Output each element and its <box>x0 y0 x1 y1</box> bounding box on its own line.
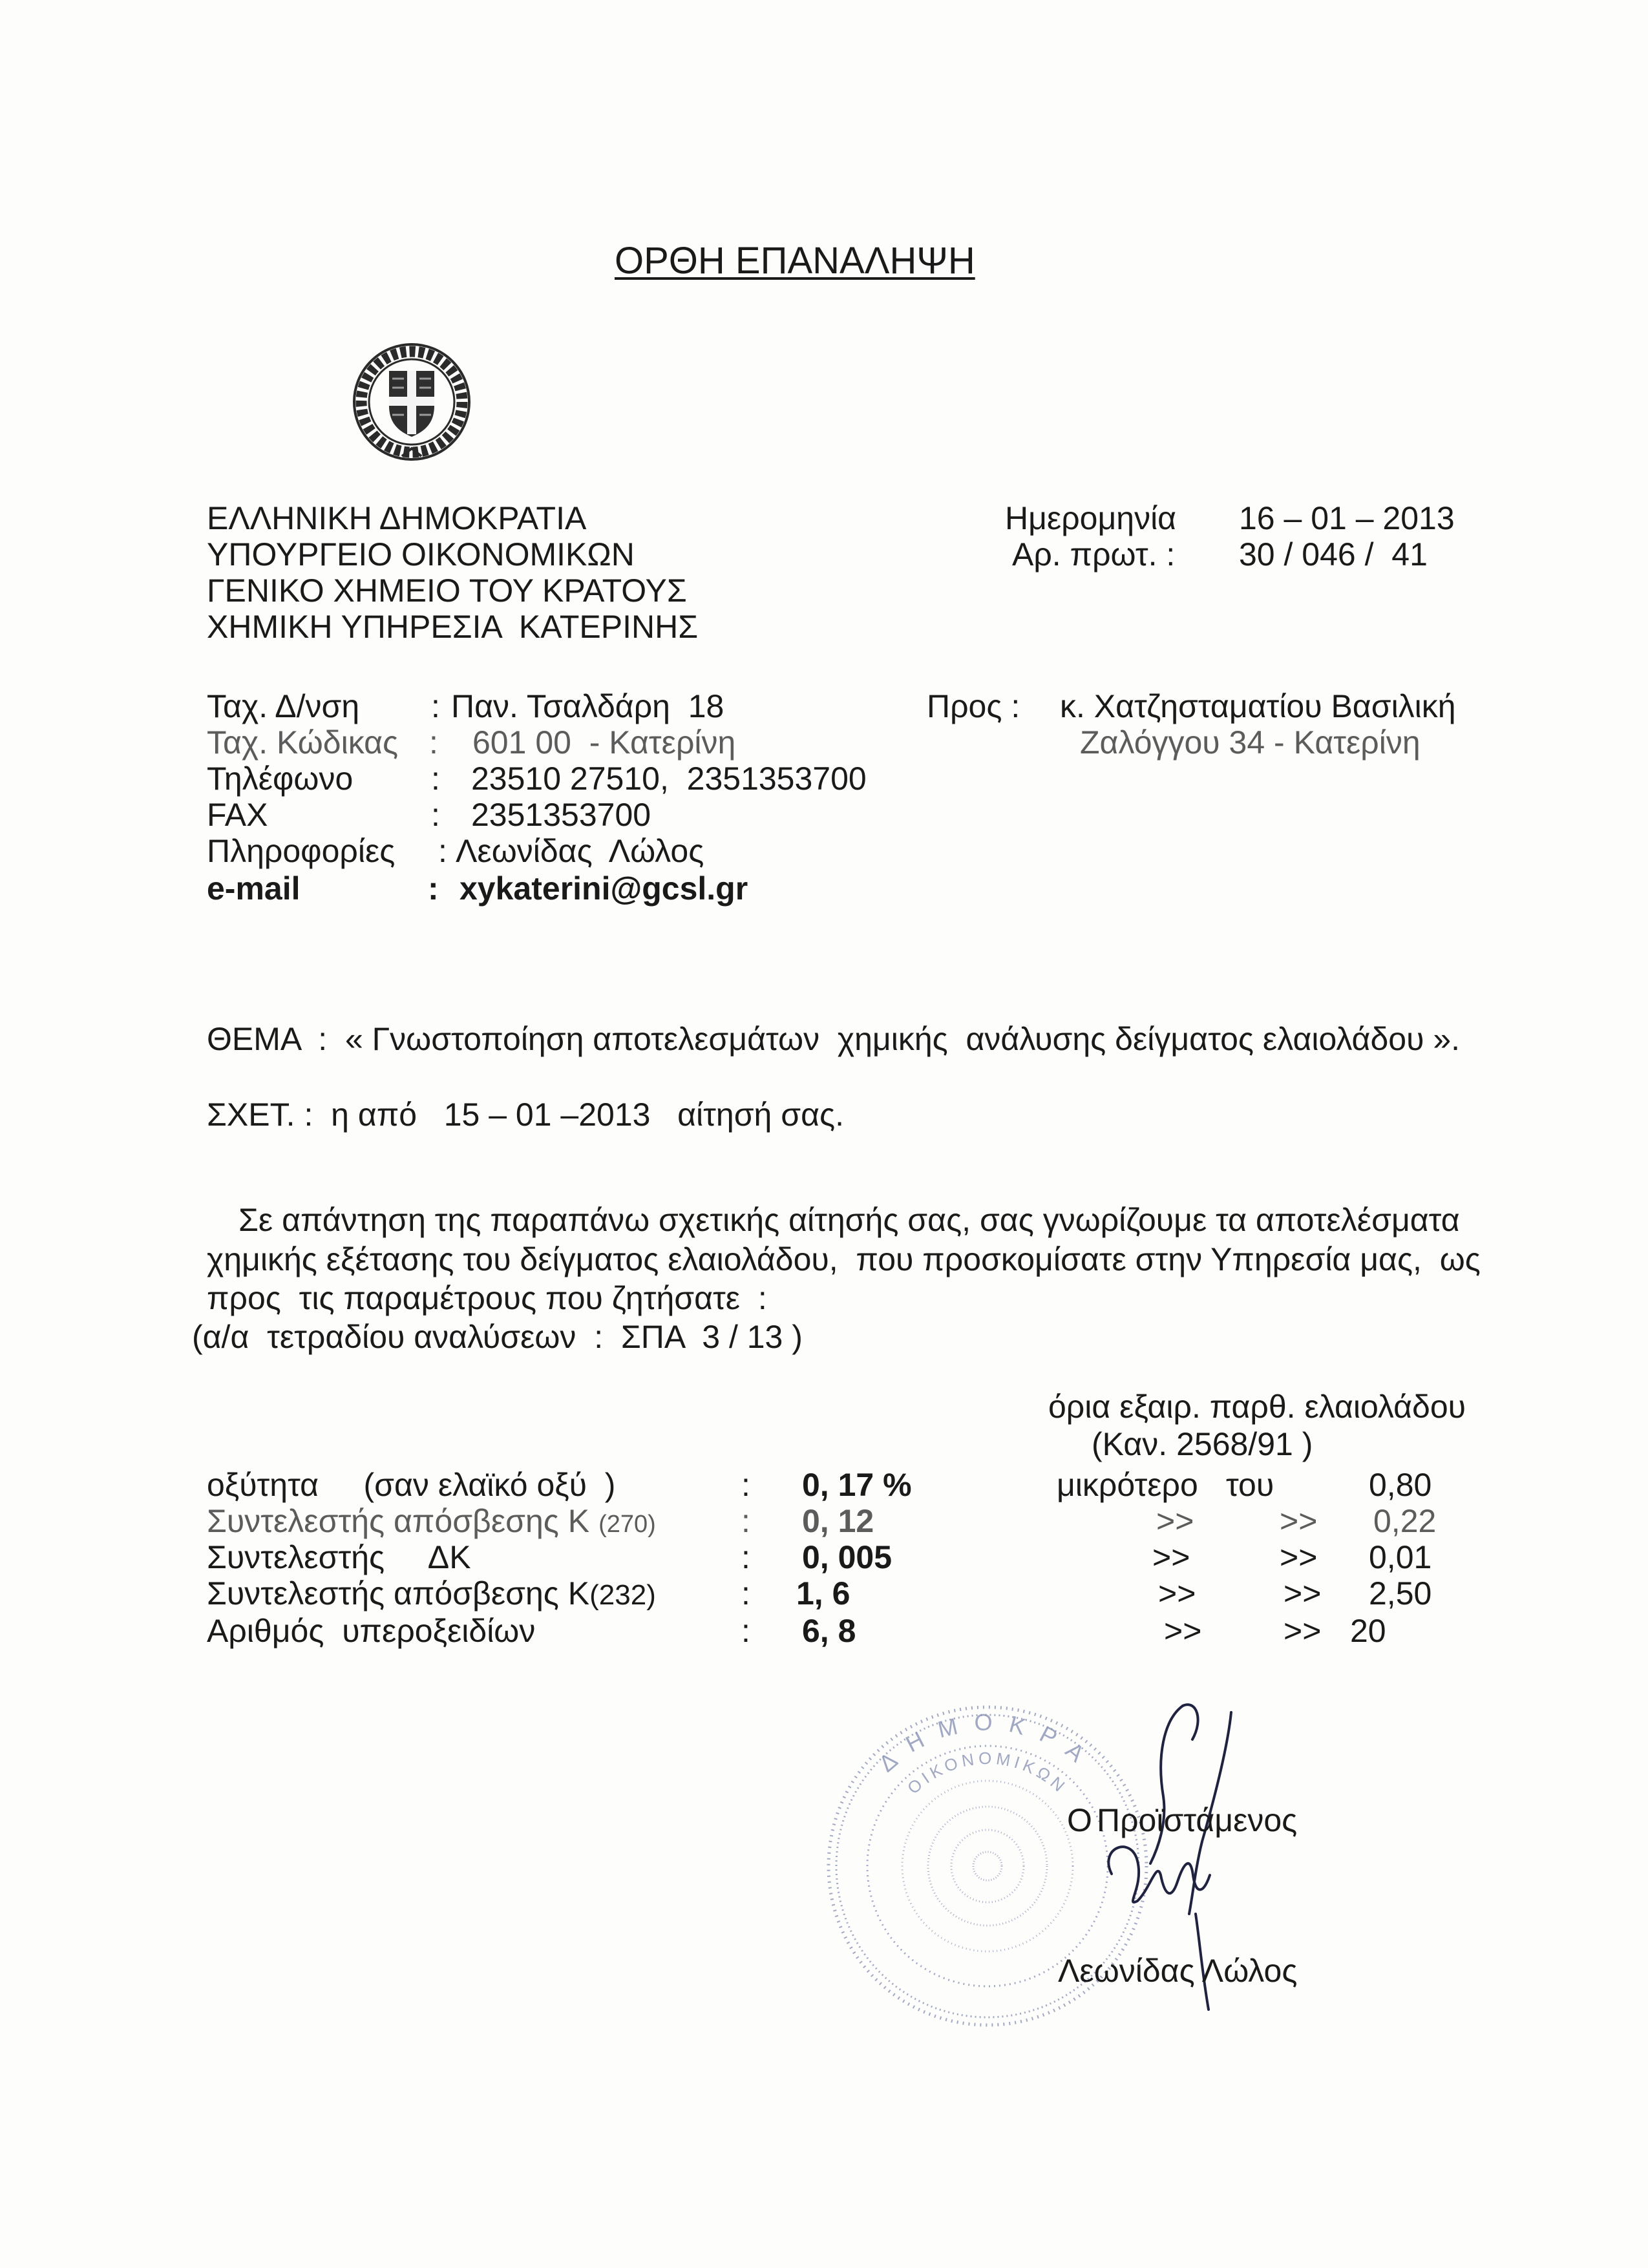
separator: : <box>741 1539 750 1575</box>
contact-separator: : <box>431 688 440 724</box>
limit-relation: >> <box>1280 1503 1318 1539</box>
limits-regulation: (Καν. 2568/91 ) <box>1092 1426 1313 1462</box>
limit-operator: >> <box>1158 1575 1196 1612</box>
parameter-name: οξύτητα (σαν ελαϊκό οξύ ) <box>207 1467 616 1503</box>
recipient-label: Προς : <box>927 688 1020 724</box>
separator: : <box>741 1467 750 1503</box>
stamp-center-emblem <box>973 1852 1002 1880</box>
contact-label: e-mail <box>207 870 301 907</box>
limit-value: 0,01 <box>1369 1539 1432 1575</box>
separator: : <box>741 1503 750 1539</box>
limit-value: 0,80 <box>1369 1467 1432 1503</box>
contact-value: Λεωνίδας Λώλος <box>456 833 704 869</box>
contact-label: Πληροφορίες <box>207 833 396 869</box>
contact-value: Παν. Τσαλδάρη 18 <box>451 688 724 724</box>
shield-hatching <box>392 379 431 415</box>
contact-label: FAX <box>207 797 268 833</box>
contact-separator: : <box>431 797 440 833</box>
table-row <box>0 1538 1648 1576</box>
limit-operator: μικρότερο <box>1057 1467 1198 1503</box>
wreath-inner-ring <box>369 359 454 445</box>
result-value: 0, 17 % <box>802 1467 912 1503</box>
result-value: 0, 005 <box>802 1539 893 1575</box>
stamp-inner-text: ΟΙΚΟΝΟΜΙΚΩΝ <box>903 1748 1072 1798</box>
table-row <box>0 1575 1648 1612</box>
sender-line: ΧΗΜΙΚΗ ΥΠΗΡΕΣΙΑ ΚΑΤΕΡΙΝΗΣ <box>207 609 699 645</box>
sender-line: ΕΛΛΗΝΙΚΗ ΔΗΜΟΚΡΑΤΙΑ <box>207 500 587 536</box>
wreath-ribbon <box>402 448 421 456</box>
result-value: 0, 12 <box>802 1503 874 1539</box>
greek-coat-of-arms-icon <box>354 344 469 459</box>
contact-separator: : <box>438 833 447 869</box>
wreath-outer-ring <box>354 344 469 459</box>
sender-line: ΓΕΝΙΚΟ ΧΗΜΕΙΟ ΤΟΥ ΚΡΑΤΟΥΣ <box>207 572 687 609</box>
contact-value: 23510 27510, 2351353700 <box>471 761 867 797</box>
limit-value: 0,22 <box>1373 1503 1437 1539</box>
stamp-center-emblem <box>951 1830 1024 1902</box>
shield-cross-horizontal <box>389 397 434 406</box>
contact-value-email: xykaterini@gcsl.gr <box>460 870 748 907</box>
limit-value: 2,50 <box>1369 1575 1432 1612</box>
body-line: προς τις παραμέτρους που ζητήσατε : <box>207 1280 767 1316</box>
result-value: 1, 6 <box>796 1575 850 1612</box>
limit-relation: του <box>1226 1467 1274 1503</box>
separator: : <box>741 1575 750 1612</box>
contact-row-info <box>0 832 1648 870</box>
separator: : <box>741 1613 750 1649</box>
contact-row-fax <box>0 796 1648 834</box>
document-title: ΟΡΘΗ ΕΠΑΝΑΛΗΨΗ <box>615 240 975 282</box>
body-line: χημικής εξέτασης του δείγματος ελαιολάδου, που προσκομίσατε στην Υπηρεσία μας, ως <box>207 1241 1481 1277</box>
contact-separator: : <box>429 724 438 761</box>
protocol-value: 30 / 046 / 41 <box>1239 536 1428 572</box>
recipient-name: κ. Χατζησταματίου Βασιλική <box>1060 688 1456 724</box>
contact-value: 2351353700 <box>471 797 651 833</box>
table-row <box>0 1466 1648 1504</box>
contact-row-phone <box>0 760 1648 797</box>
signature-name: Λεωνίδας Λώλος <box>1058 1953 1298 1989</box>
parameter-suffix: (270) <box>598 1511 656 1538</box>
subject-line: ΘΕΜΑ : « Γνωστοποίηση αποτελεσμάτων χημικής ανάλυσης δείγματος ελαιολάδου ». <box>207 1021 1461 1057</box>
sender-line: ΥΠΟΥΡΓΕΙΟ ΟΙΚΟΝΟΜΙΚΩΝ <box>207 536 635 572</box>
body-line: (α/α τετραδίου αναλύσεων : ΣΠΑ 3 / 13 ) <box>192 1319 803 1355</box>
limit-relation: >> <box>1280 1539 1318 1575</box>
signature-title: Προϊστάμενος <box>1097 1802 1298 1838</box>
protocol-label: Αρ. πρωτ. : <box>1012 536 1176 572</box>
stamp-outer-text: ΔΗΜΟΚΡΑ <box>873 1708 1102 1778</box>
stamp-ring <box>902 1781 1073 1951</box>
shield <box>389 371 434 437</box>
contact-separator: : <box>428 870 439 907</box>
result-value: 6, 8 <box>802 1613 856 1649</box>
limit-relation: >> <box>1284 1575 1322 1612</box>
limit-operator: >> <box>1156 1503 1194 1539</box>
limit-value: 20 <box>1350 1613 1386 1649</box>
parameter-name: Συντελεστής απόσβεσης Κ (270) <box>207 1503 656 1539</box>
limit-operator: >> <box>1152 1539 1190 1575</box>
limit-relation: >> <box>1284 1613 1322 1649</box>
table-row <box>0 1612 1648 1650</box>
limit-operator: >> <box>1164 1613 1202 1649</box>
signature-article: Ο <box>1067 1802 1092 1838</box>
parameter-name: Συντελεστής απόσβεσης Κ(232) <box>207 1575 656 1612</box>
parameter-name: Συντελεστής ΔΚ <box>207 1539 471 1575</box>
contact-value: 601 00 - Κατερίνη <box>472 724 736 761</box>
contact-label: Τηλέφωνο <box>207 761 354 797</box>
table-row <box>0 1502 1648 1540</box>
date-value: 16 – 01 – 2013 <box>1239 500 1455 536</box>
shield-cross-vertical <box>407 371 416 434</box>
stamp-ring <box>867 1746 1108 1986</box>
stamp-center-emblem <box>928 1807 1047 1926</box>
contact-label: Ταχ. Δ/νση <box>207 688 360 724</box>
date-label: Ημερομηνία <box>1005 500 1177 536</box>
parameter-name: Αριθμός υπεροξειδίων <box>207 1613 536 1649</box>
recipient-address: Ζαλόγγου 34 - Κατερίνη <box>1080 724 1421 761</box>
contact-row-email <box>0 870 1648 907</box>
limits-header: όρια εξαιρ. παρθ. ελαιολάδου <box>1048 1389 1466 1425</box>
laurel-wreath <box>361 352 462 452</box>
reference-line: ΣΧΕΤ. : η από 15 – 01 –2013 αίτησή σας. <box>207 1097 845 1133</box>
contact-label: Ταχ. Κώδικας <box>207 724 399 761</box>
body-line: Σε απάντηση της παραπάνω σχετικής αίτησής σας, σας γνωρίζουμε τα αποτελέσματα <box>238 1202 1460 1238</box>
contact-separator: : <box>431 761 440 797</box>
parameter-suffix: (232) <box>589 1579 656 1611</box>
